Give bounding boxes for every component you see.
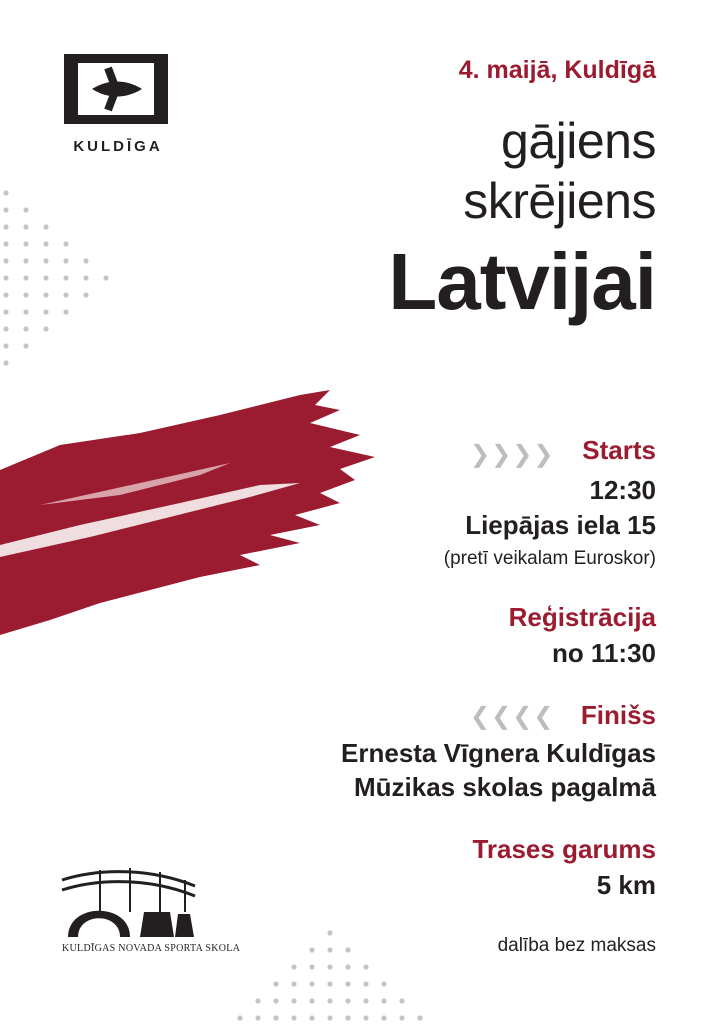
dot-pattern-left (0, 185, 120, 385)
decorative-dot (363, 964, 368, 969)
decorative-dot (43, 224, 48, 229)
sports-school-logo (60, 862, 210, 945)
decorative-dot (3, 275, 8, 280)
flag-brush-stroke (0, 385, 400, 645)
decorative-dot (3, 360, 8, 365)
decorative-dot (309, 1015, 314, 1020)
decorative-dot (3, 326, 8, 331)
decorative-dot (83, 258, 88, 263)
decorative-dot (309, 998, 314, 1003)
decorative-dot (23, 258, 28, 263)
decorative-dot (327, 981, 332, 986)
distance-value: 5 km (596, 870, 656, 900)
decorative-dot (3, 190, 8, 195)
decorative-dot (63, 275, 68, 280)
starts-address: Liepājas iela 15 (465, 510, 656, 540)
headline-line-3: Latvijai (388, 237, 656, 326)
decorative-dot (23, 309, 28, 314)
footer-note: dalība bez maksas (497, 935, 656, 956)
decorative-dot (43, 241, 48, 246)
decorative-dot (3, 241, 8, 246)
decorative-dot (363, 981, 368, 986)
decorative-dot (43, 275, 48, 280)
decorative-dot (291, 1015, 296, 1020)
finish-location-line-2: Mūzikas skolas pagalmā (353, 772, 656, 802)
decorative-dot (381, 1015, 386, 1020)
decorative-dot (3, 224, 8, 229)
decorative-dot (23, 343, 28, 348)
decorative-dot (3, 309, 8, 314)
decorative-dot (291, 998, 296, 1003)
decorative-dot (345, 981, 350, 986)
decorative-dot (381, 998, 386, 1003)
decorative-dot (43, 292, 48, 297)
decorative-dot (237, 1015, 242, 1020)
decorative-dot (345, 1015, 350, 1020)
decorative-dot (309, 981, 314, 986)
decorative-dot (381, 981, 386, 986)
decorative-dot (273, 981, 278, 986)
decorative-dot (327, 947, 332, 952)
decorative-dot (327, 1015, 332, 1020)
decorative-dot (399, 1015, 404, 1020)
decorative-dot (255, 1015, 260, 1020)
decorative-dot (23, 292, 28, 297)
decorative-dot (83, 275, 88, 280)
decorative-dot (345, 947, 350, 952)
decorative-dot (291, 964, 296, 969)
decorative-dot (363, 1015, 368, 1020)
decorative-dot (399, 998, 404, 1003)
starts-note: (pretī veikalam Euroskor) (443, 548, 656, 569)
decorative-dot (291, 981, 296, 986)
starts-label: Starts (582, 435, 656, 465)
sports-school-caption: KULDĪGAS NOVADA SPORTA SKOLA (62, 943, 241, 954)
chevrons-right-icon: ❯❯❯❯ (470, 441, 555, 468)
decorative-dot (309, 947, 314, 952)
headline-line-2: skrējiens (463, 173, 656, 229)
decorative-dot (327, 964, 332, 969)
decorative-dot (273, 1015, 278, 1020)
decorative-dot (43, 309, 48, 314)
decorative-dot (3, 343, 8, 348)
decorative-dot (43, 326, 48, 331)
decorative-dot (417, 1015, 422, 1020)
decorative-dot (345, 964, 350, 969)
registration-time: no 11:30 (551, 638, 656, 668)
headline-line-1: gājiens (501, 113, 656, 169)
decorative-dot (23, 207, 28, 212)
chevrons-left-icon: ❮❮❮❮ (470, 703, 555, 730)
decorative-dot (3, 258, 8, 263)
dot-pattern-bottom (230, 925, 430, 1024)
decorative-dot (273, 998, 278, 1003)
decorative-dot (309, 964, 314, 969)
date-place: 4. maijā, Kuldīgā (458, 56, 656, 84)
decorative-dot (255, 998, 260, 1003)
decorative-dot (63, 258, 68, 263)
decorative-dot (23, 224, 28, 229)
decorative-dot (363, 998, 368, 1003)
decorative-dot (345, 998, 350, 1003)
decorative-dot (3, 207, 8, 212)
distance-label: Trases garums (472, 834, 656, 864)
decorative-dot (43, 258, 48, 263)
decorative-dot (83, 292, 88, 297)
finish-label: Finišs (580, 700, 656, 730)
registration-label: Reģistrācija (508, 602, 656, 632)
finish-location-line-1: Ernesta Vīgnera Kuldīgas (341, 738, 656, 768)
decorative-dot (63, 241, 68, 246)
kuldiga-wordmark: KULDĪGA (73, 138, 163, 155)
decorative-dot (23, 326, 28, 331)
decorative-dot (23, 241, 28, 246)
decorative-dot (63, 292, 68, 297)
decorative-dot (3, 292, 8, 297)
decorative-dot (103, 275, 108, 280)
decorative-dot (23, 275, 28, 280)
starts-time: 12:30 (589, 475, 656, 505)
decorative-dot (63, 309, 68, 314)
decorative-dot (327, 998, 332, 1003)
decorative-dot (327, 930, 332, 935)
kuldiga-logo (62, 52, 172, 127)
